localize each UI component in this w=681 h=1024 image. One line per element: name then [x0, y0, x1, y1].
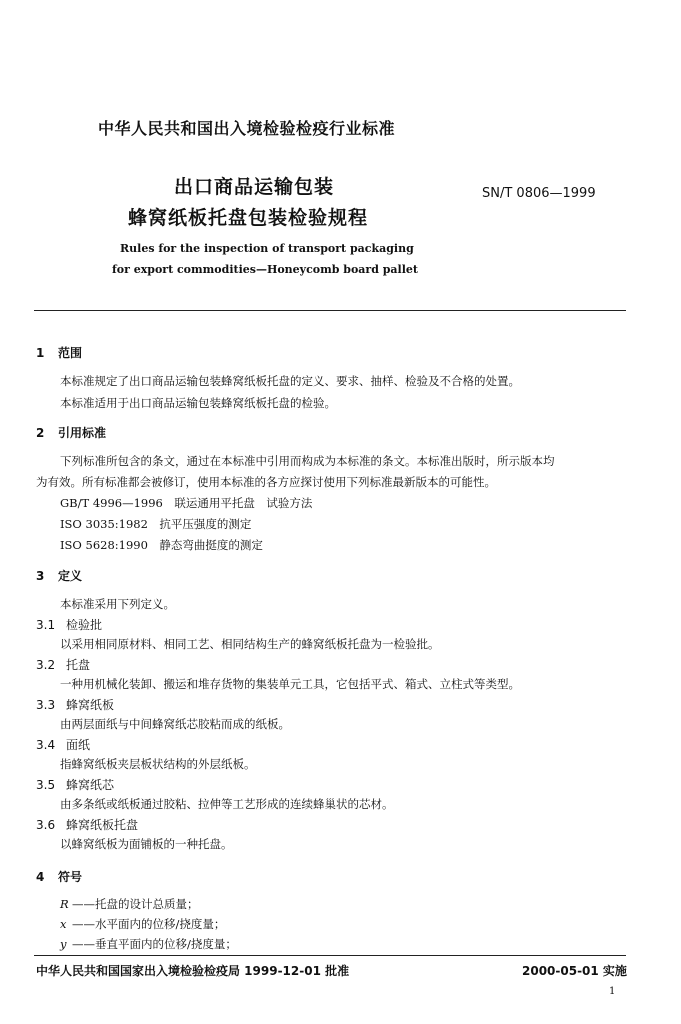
paragraph: 本标准规定了出口商品运输包装蜂窝纸板托盘的定义、要求、抽样、检验及不合格的处置。 [60, 374, 520, 388]
term: 托盘 [66, 658, 91, 672]
section-number: 4 [36, 870, 45, 884]
term: 蜂窝纸板 [66, 698, 115, 712]
definition-term [36, 776, 114, 793]
term: 检验批 [66, 618, 103, 632]
reference-item: ISO 5628:1990 静态弯曲挺度的测定 [60, 538, 263, 552]
definition-text: 由多条纸或纸板通过胶粘、拉伸等工艺形成的连续蜂巢状的芯材。 [60, 797, 394, 811]
standard-code: SN/T 0806—1999 [482, 186, 596, 201]
section-number: 3 [36, 569, 45, 583]
reference-item: GB/T 4996—1996 联运通用平托盘 试验方法 [60, 496, 313, 510]
paragraph: 下列标准所包含的条文，通过在本标准中引用而构成为本标准的条文。本标准出版时，所示版本均 [60, 454, 555, 468]
clause-number: 3.2 [36, 658, 56, 672]
section-title: 范围 [58, 346, 83, 360]
definition-text: 指蜂窝纸板夹层板状结构的外层纸板。 [60, 757, 256, 771]
effective-date: 2000-05-01 实施 [522, 964, 627, 978]
english-title-line-1: Rules for the inspection of transport packaging [120, 242, 414, 255]
symbol-row [60, 896, 199, 912]
definition-term [36, 696, 114, 713]
issuer-heading: 中华人民共和国出入境检验检疫行业标准 [98, 119, 396, 138]
section-2-heading [36, 424, 106, 441]
definition-text: 一种用机械化装卸、搬运和堆存货物的集装单元工具，它包括平式、箱式、立柱式等类型。 [60, 677, 520, 691]
paragraph: 本标准适用于出口商品运输包装蜂窝纸板托盘的检验。 [60, 396, 336, 410]
clause-number: 3.5 [36, 778, 56, 792]
title-line-1: 出口商品运输包装 [174, 176, 335, 198]
clause-number: 3.6 [36, 818, 56, 832]
symbol: x [60, 917, 67, 931]
symbol-desc: ——水平面内的位移/挠度量； [72, 917, 226, 931]
symbol: y [60, 937, 67, 951]
english-title-line-2: for export commodities—Honeycomb board pallet [112, 263, 418, 276]
definition-text: 以采用相同原材料、相同工艺、相同结构生产的蜂窝纸板托盘为一检验批。 [60, 637, 440, 651]
clause-number: 3.3 [36, 698, 56, 712]
section-number: 1 [36, 346, 45, 360]
definition-term [36, 616, 102, 633]
symbol-row [60, 916, 225, 932]
section-title: 定义 [58, 569, 83, 583]
definition-term [36, 736, 90, 753]
footer-divider [34, 955, 626, 956]
symbol: R [60, 897, 69, 911]
paragraph: 本标准采用下列定义。 [60, 597, 175, 611]
definition-term [36, 816, 138, 833]
definition-text: 由两层面纸与中间蜂窝纸芯胶粘而成的纸板。 [60, 717, 290, 731]
clause-number: 3.4 [36, 738, 56, 752]
symbol-row [60, 936, 237, 952]
definition-term [36, 656, 90, 673]
section-3-heading [36, 567, 82, 584]
page-number: 1 [609, 986, 616, 997]
section-1-heading [36, 344, 82, 361]
term: 蜂窝纸芯 [66, 778, 115, 792]
section-title: 符号 [58, 870, 83, 884]
title-line-2: 蜂窝纸板托盘包装检验规程 [128, 207, 369, 229]
term: 蜂窝纸板托盘 [66, 818, 139, 832]
approval-line: 中华人民共和国国家出入境检验检疫局 1999-12-01 批准 [36, 964, 350, 978]
header-divider [34, 310, 626, 311]
symbol-desc: ——垂直平面内的位移/挠度量； [72, 937, 237, 951]
paragraph: 为有效。所有标准都会被修订，使用本标准的各方应探讨使用下列标准最新版本的可能性。 [36, 475, 496, 489]
section-title: 引用标准 [58, 426, 107, 440]
reference-item: ISO 3035:1982 抗平压强度的测定 [60, 517, 252, 531]
definition-text: 以蜂窝纸板为面铺板的一种托盘。 [60, 837, 233, 851]
symbol-desc: ——托盘的设计总质量； [72, 897, 199, 911]
term: 面纸 [66, 738, 91, 752]
section-number: 2 [36, 426, 45, 440]
section-4-heading [36, 868, 82, 885]
clause-number: 3.1 [36, 618, 56, 632]
